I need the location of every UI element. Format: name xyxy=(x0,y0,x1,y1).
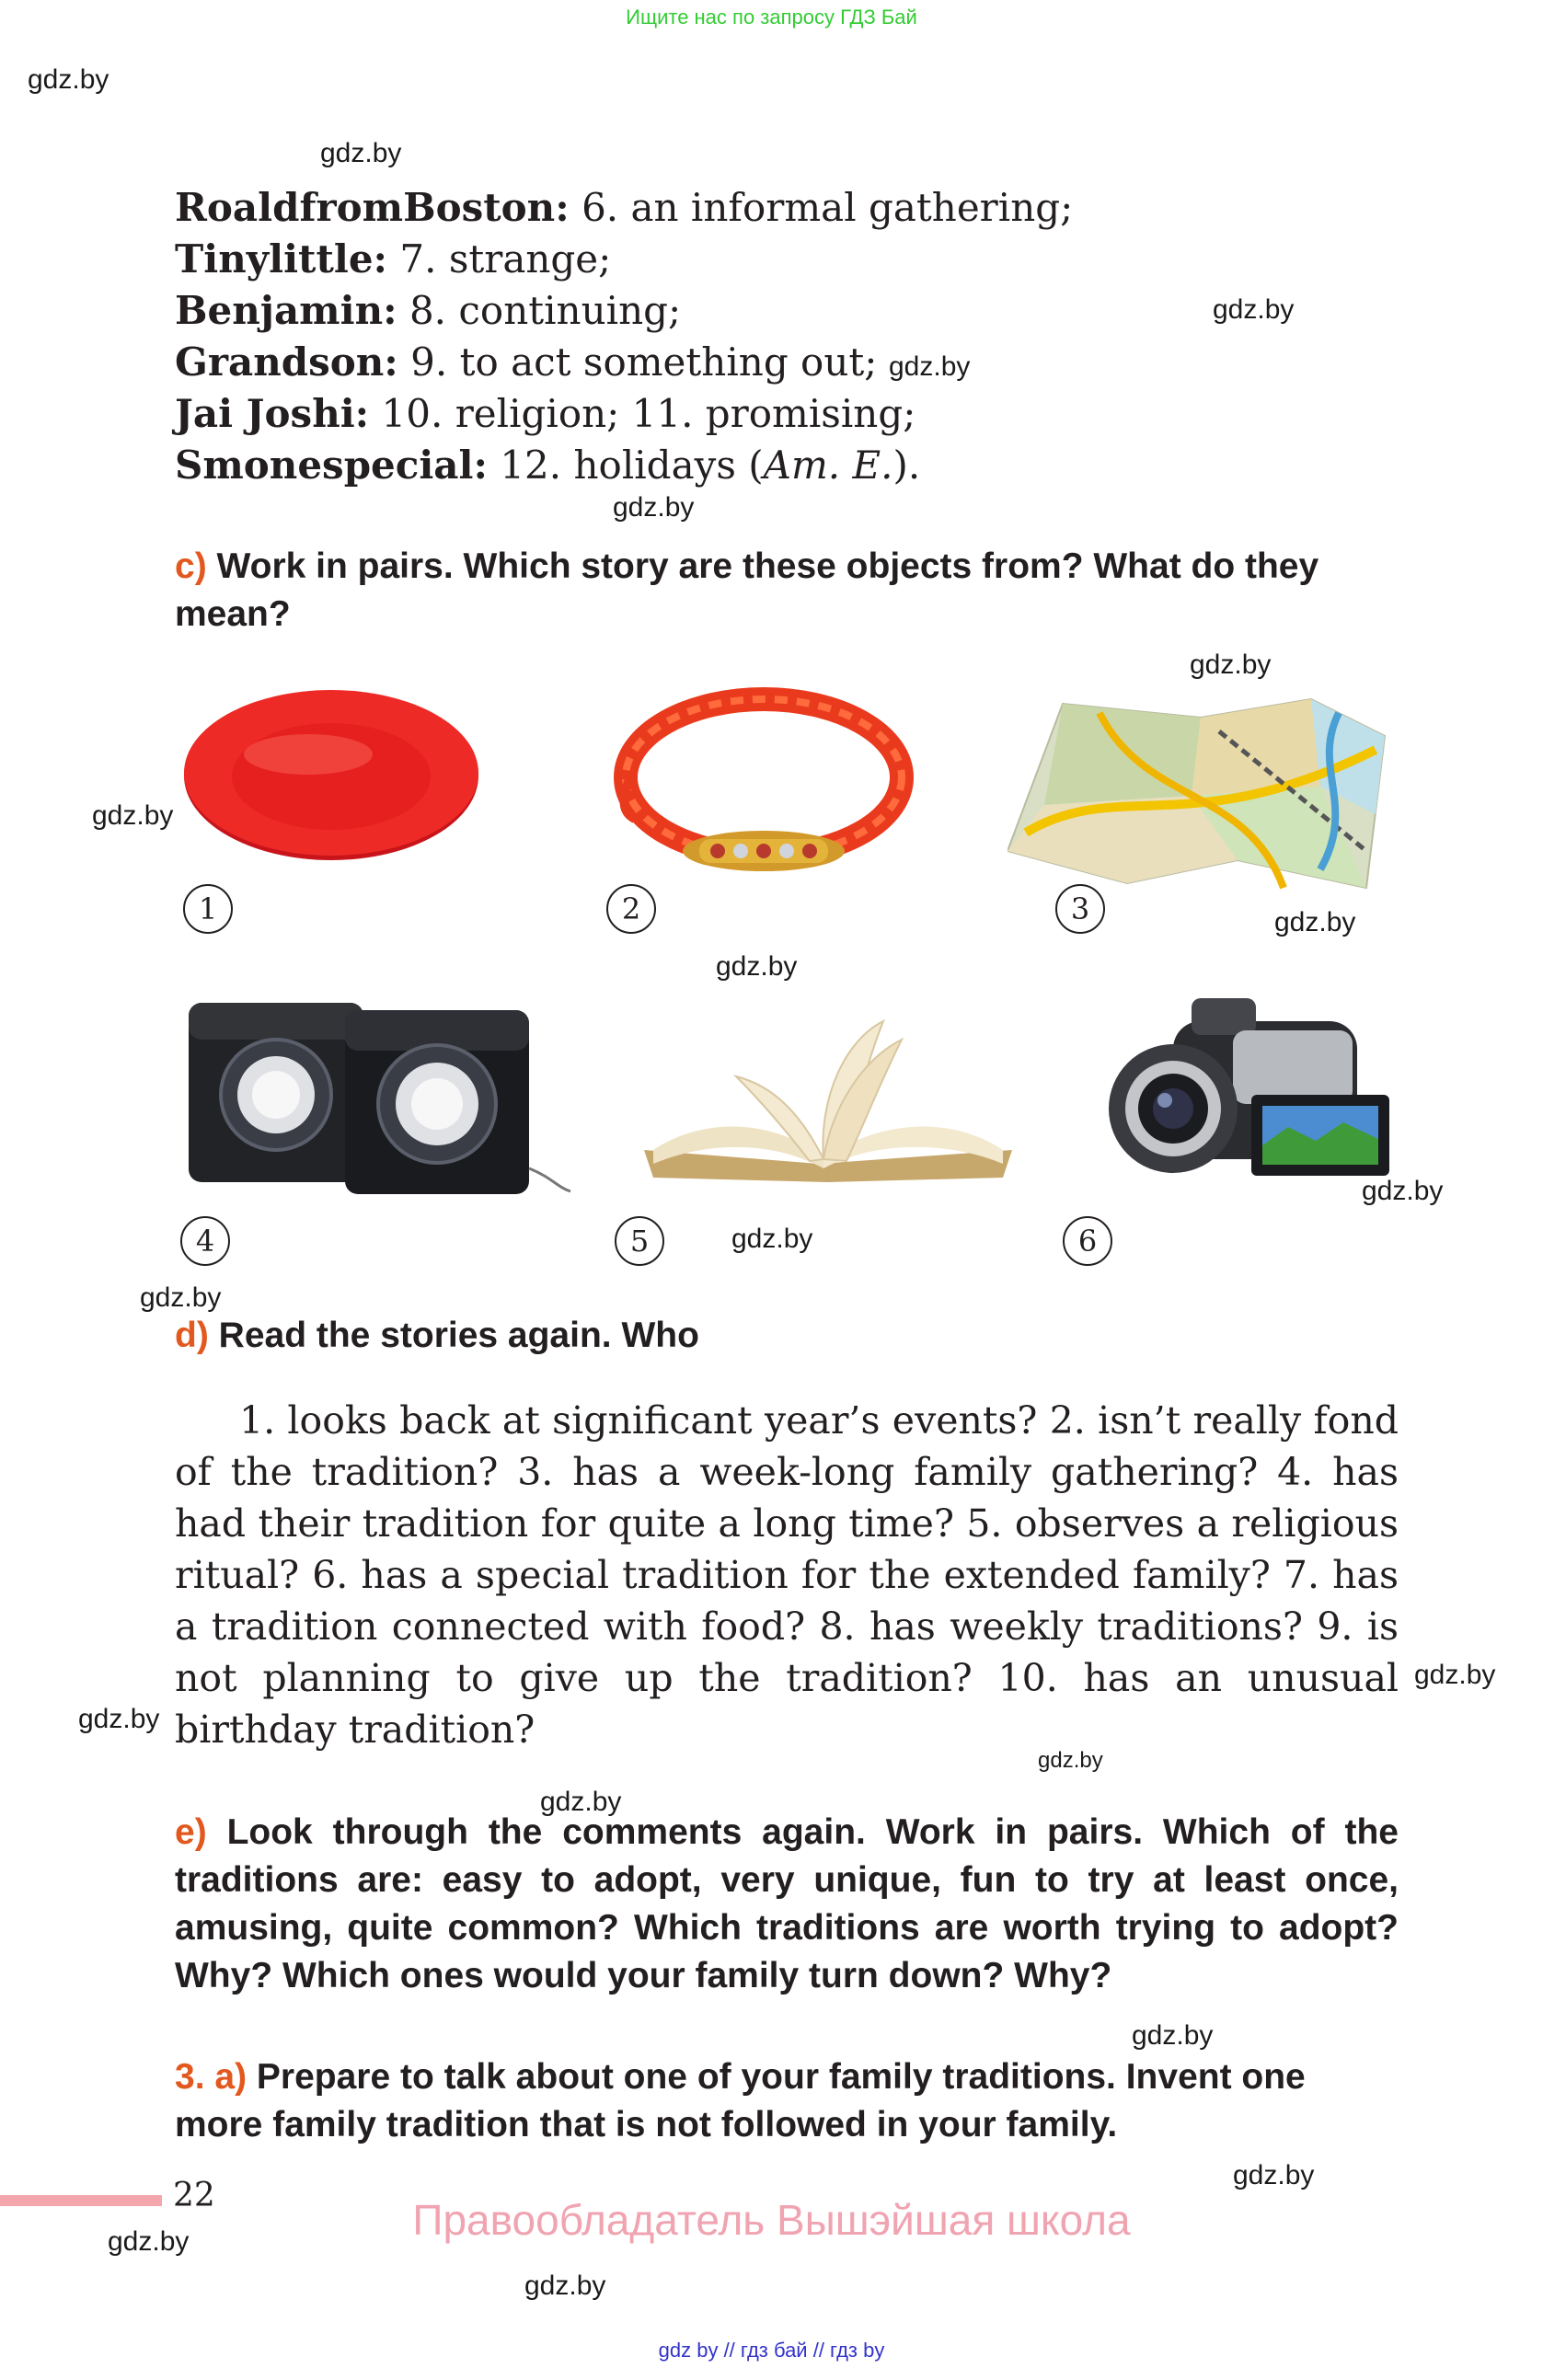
watermark: gdz.by xyxy=(140,1282,222,1313)
task-letter: c) xyxy=(175,546,207,586)
task-c: c) Work in pairs. Which story are these objects from? What do they mean? xyxy=(175,546,1319,634)
object-number: 6 xyxy=(1063,1216,1112,1266)
task-e: e) Look through the comments again. Work in pairs. Which of the traditions are: easy to adopt, very unique, fun to try at least once, amusing, quite common? Which traditions are worth trying to adopt? Why? Which ones would your family turn down? Why? xyxy=(175,1812,1399,1995)
copyright: Правообладатель Вышэйшая школа xyxy=(412,2196,1131,2244)
watermark: gdz.by xyxy=(320,138,402,168)
task-letter: a) xyxy=(214,2057,248,2097)
top-banner: Ищите нас по запросу ГДЗ Бай xyxy=(626,6,917,29)
bottom-banner: gdz by // гдз бай // гдз by xyxy=(658,2339,885,2362)
object-number: 2 xyxy=(606,884,656,934)
watermark: gdz.by xyxy=(78,1704,160,1734)
watermark: gdz.by xyxy=(92,800,174,831)
task-letter: e) xyxy=(175,1812,207,1852)
watermark: gdz.by xyxy=(731,1224,813,1254)
watermark: gdz.by xyxy=(28,64,109,95)
object-number: 1 xyxy=(183,884,233,934)
watermark: gdz.by xyxy=(1233,2160,1315,2190)
task-d: d) Read the stories again. Who xyxy=(175,1316,699,1355)
watermark: gdz.by xyxy=(1190,650,1272,680)
rakhi-bracelet-icon xyxy=(607,681,920,883)
red-plate-icon xyxy=(179,681,483,865)
object-number: 5 xyxy=(615,1216,664,1266)
watermark: gdz.by xyxy=(1213,294,1295,325)
watermark: gdz.by xyxy=(1132,2020,1214,2051)
task-number: 3. xyxy=(175,2057,205,2097)
glossary-line: Grandson: 9. to act something out; xyxy=(175,339,878,385)
task-letter: d) xyxy=(175,1316,209,1355)
watermark: gdz.by xyxy=(716,951,798,982)
watermark: gdz.by xyxy=(1362,1176,1444,1206)
map-icon xyxy=(1008,695,1394,897)
glossary-line: Benjamin: 8. continuing; xyxy=(175,288,682,333)
speakers-icon xyxy=(184,994,580,1205)
watermark: gdz.by xyxy=(1038,1748,1103,1773)
task-d-questions: 1. looks back at significant year’s events? 2. isn’t really fond of the tradition? 3. has a week-long family gathering? 4. has had their tradition for quite a long time? 5. observes a religious ritual? 6. has a special tradition for the extended family? 7. has a tradition connected with food? 8. has weekly traditions? 9. is not planning to give up the tradition? 10. has an unusual birthday tradition? xyxy=(175,1398,1399,1752)
task-3a: 3. a) Prepare to talk about one of your family traditions. Invent one more family tradition that is not followed in your family. xyxy=(175,2057,1306,2144)
watermark: gdz.by xyxy=(1274,907,1356,937)
watermark: gdz.by xyxy=(613,492,695,523)
watermark: gdz.by xyxy=(108,2226,190,2257)
page-number: 22 xyxy=(173,2177,215,2214)
watermark: gdz.by xyxy=(540,1787,622,1817)
watermark: gdz.by xyxy=(889,351,971,382)
object-number: 4 xyxy=(180,1216,230,1266)
video-camera-icon xyxy=(1104,994,1399,1182)
glossary-line: Jai Joshi: 10. religion; 11. promising; xyxy=(175,391,916,436)
watermark: gdz.by xyxy=(524,2271,606,2301)
object-number: 3 xyxy=(1055,884,1105,934)
glossary-line: Tinylittle: 7. strange; xyxy=(175,236,612,282)
open-book-icon xyxy=(635,1012,1021,1182)
glossary-line: Smonespecial: 12. holidays (Am. E.). xyxy=(175,443,921,488)
watermark: gdz.by xyxy=(1414,1660,1496,1690)
glossary-line: RoaldfromBoston: 6. an informal gathering; xyxy=(175,185,1074,230)
